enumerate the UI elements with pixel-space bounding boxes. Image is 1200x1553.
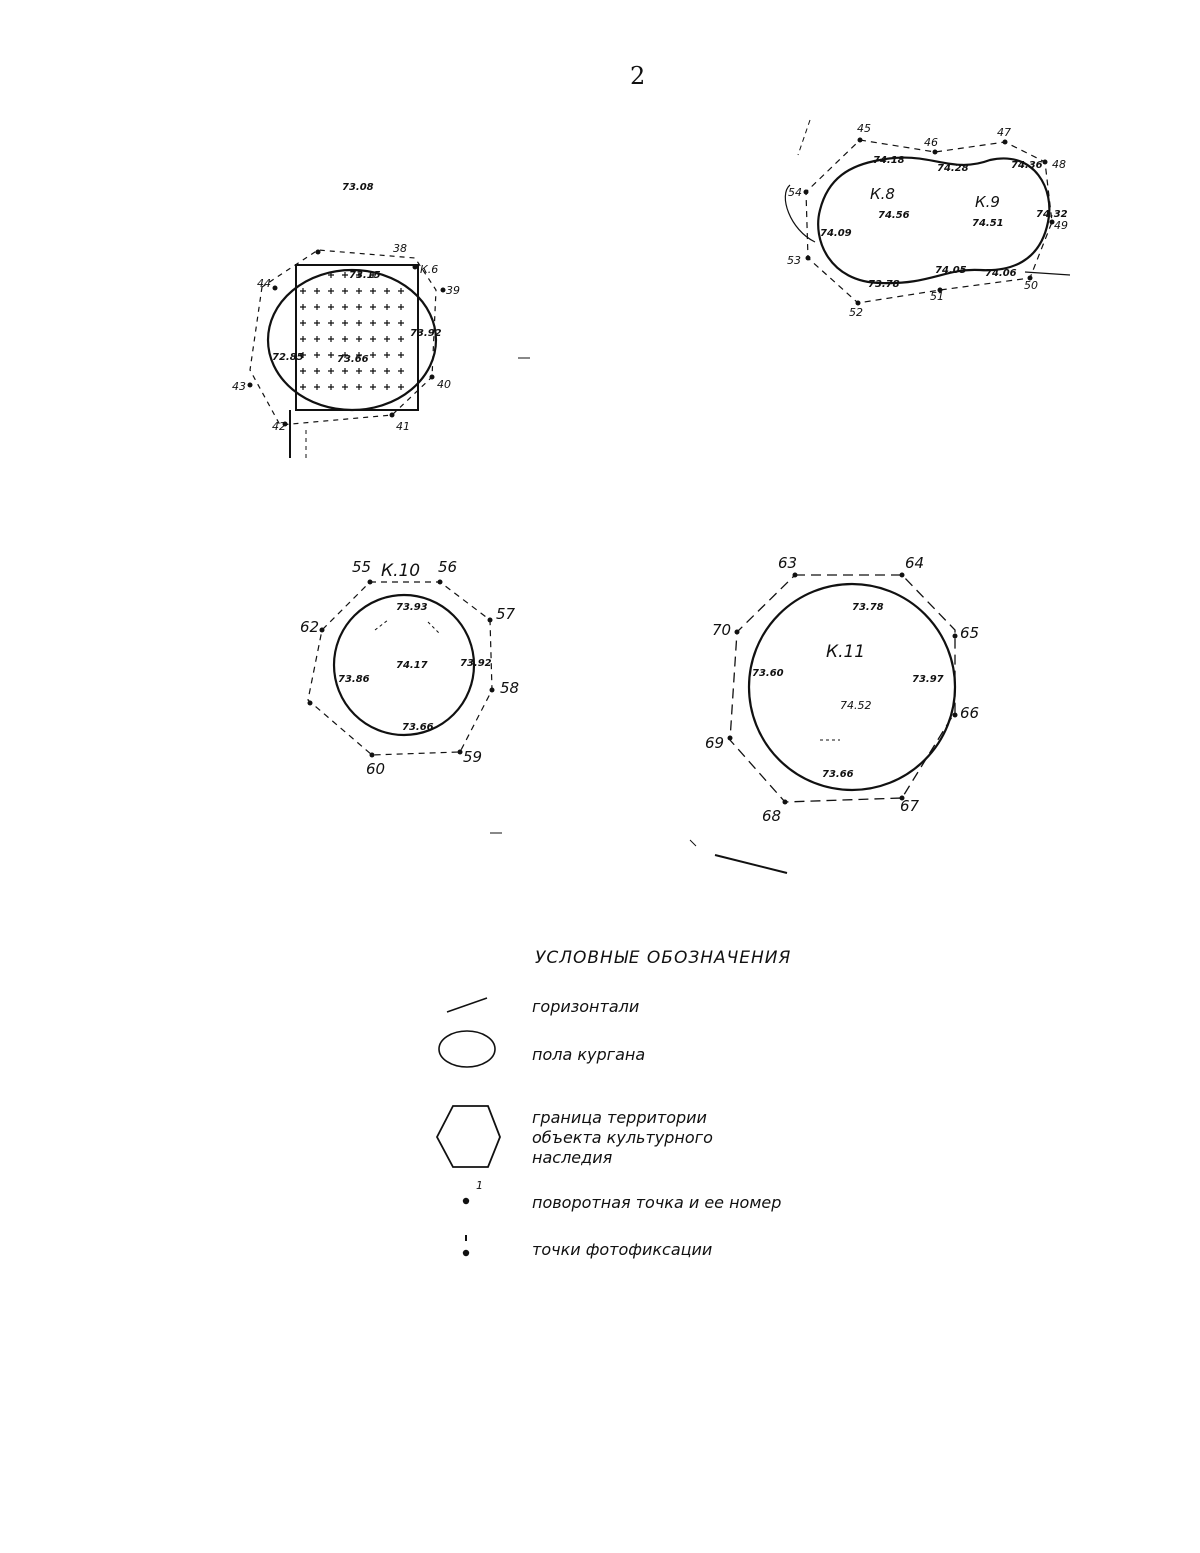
hatch-cross <box>314 384 320 390</box>
hatch-cross <box>356 384 362 390</box>
hatch-cross <box>342 336 348 342</box>
pt-62: 62 <box>300 618 320 636</box>
hatch-cross <box>370 336 376 342</box>
hatch-cross <box>384 304 390 310</box>
pt-69: 69 <box>705 734 725 752</box>
pt-56: 56 <box>438 558 458 576</box>
page-number: 2 <box>630 62 646 90</box>
hatch-cross <box>356 336 362 342</box>
pt-59: 59 <box>463 748 483 766</box>
boundary-k6 <box>250 250 439 425</box>
k89-edge-5: 74.09 <box>820 228 852 239</box>
pt-44: 44 <box>257 277 271 290</box>
mound-k6-outline <box>268 270 436 410</box>
hatch-cross <box>398 384 404 390</box>
k10-west-elev: 73.86 <box>338 674 370 685</box>
hatch-cross <box>398 336 404 342</box>
k6-center-elev: 73.66 <box>337 354 369 365</box>
k89-edge-2: 74.28 <box>937 163 969 174</box>
hatch-cross <box>300 368 306 374</box>
pt-43: 43 <box>232 380 246 393</box>
pt-41: 41 <box>396 420 410 433</box>
hatch-cross <box>342 320 348 326</box>
mound-k11-outline <box>749 584 955 790</box>
hexagon-icon <box>437 1106 500 1167</box>
pt-70: 70 <box>712 621 732 639</box>
k6-top-elev: 73.15 <box>349 270 381 281</box>
hatch-cross <box>384 336 390 342</box>
hatch-cross <box>342 272 348 278</box>
pt-47: 47 <box>997 126 1011 139</box>
k6-extra-elev: 73.08 <box>342 182 374 193</box>
hatch-cross <box>398 288 404 294</box>
hatch-cross <box>328 304 334 310</box>
hatch-cross <box>314 368 320 374</box>
pt-39: 39 <box>446 284 460 297</box>
pt-54: 54 <box>788 186 802 199</box>
hatch-cross <box>314 320 320 326</box>
k6-east-elev: 73.92 <box>410 328 442 339</box>
turning-point-icon <box>463 1198 469 1204</box>
hatch-cross <box>370 352 376 358</box>
hatch-cross <box>342 384 348 390</box>
hatch-cross <box>398 304 404 310</box>
mound-k10-group <box>308 582 502 833</box>
pt-40: 40 <box>437 378 451 391</box>
k11-top-elev: 73.78 <box>852 602 884 613</box>
hatch-cross <box>342 304 348 310</box>
pt-55: 55 <box>352 558 372 576</box>
hatch-cross <box>384 384 390 390</box>
contour-line-icon <box>447 998 487 1012</box>
pt-67: 67 <box>900 797 920 815</box>
hatch-cross <box>370 304 376 310</box>
pt-51: 51 <box>930 290 944 303</box>
k8-name: К.8 <box>870 185 895 203</box>
k11-name: К.11 <box>826 642 866 662</box>
hatch-cross <box>398 368 404 374</box>
legend-icons <box>437 998 500 1167</box>
turning-point-icon-label: 1 <box>476 1179 483 1192</box>
pt-48: 48 <box>1052 158 1066 171</box>
hatch-cross <box>356 288 362 294</box>
pt-49: 49 <box>1054 219 1068 232</box>
hatch-cross <box>328 320 334 326</box>
hatch-cross <box>342 368 348 374</box>
hatch-cross <box>314 336 320 342</box>
pt-57: 57 <box>496 605 516 623</box>
pt-68: 68 <box>762 807 782 825</box>
k89-edge-8: 74.06 <box>985 268 1017 279</box>
hatch-cross <box>384 320 390 326</box>
hatch-cross <box>314 304 320 310</box>
legend-text-contours: горизонтали <box>532 997 640 1016</box>
k10-bottom-elev: 73.66 <box>402 722 434 733</box>
hatch-cross <box>356 320 362 326</box>
hatch-cross <box>398 352 404 358</box>
hatch-cross <box>300 384 306 390</box>
k89-edge-3: 74.36 <box>1011 160 1043 171</box>
pt-45: 45 <box>857 122 871 135</box>
pt-53: 53 <box>787 254 801 267</box>
k10-top-elev: 73.93 <box>396 602 428 613</box>
hatch-cross <box>370 288 376 294</box>
hatch-cross <box>342 288 348 294</box>
k10-center-elev: 74.17 <box>396 660 428 671</box>
legend-text-turning-point: поворотная точка и ее номер <box>532 1193 782 1212</box>
pt-46: 46 <box>924 136 938 149</box>
hatch-cross <box>300 288 306 294</box>
mound-k11-group <box>690 575 955 873</box>
hatch-cross <box>314 288 320 294</box>
k11-center-elev: 74.52 <box>840 699 872 712</box>
boundary-k11 <box>730 575 955 802</box>
hatch-cross <box>328 368 334 374</box>
hatch-cross <box>384 288 390 294</box>
hatch-cross <box>300 320 306 326</box>
pt-42: 42 <box>272 420 286 433</box>
k89-edge-4: 74.32 <box>1036 209 1068 220</box>
hatch-cross <box>314 352 320 358</box>
hatch-cross <box>328 384 334 390</box>
pt-66: 66 <box>960 704 980 722</box>
hatch-cross <box>384 352 390 358</box>
excavation-square <box>296 265 418 410</box>
pt-38: 38 <box>393 242 407 255</box>
hatch-cross <box>384 368 390 374</box>
hatch-cross <box>398 320 404 326</box>
hatch-cross <box>370 320 376 326</box>
k9-elev: 74.51 <box>972 218 1004 229</box>
turning-points <box>248 138 1055 1257</box>
hatch-cross <box>328 352 334 358</box>
hatch-cross <box>300 304 306 310</box>
k89-edge-1: 74.18 <box>873 155 905 166</box>
pt-58: 58 <box>500 679 520 697</box>
legend-text-mound-floor: пола кургана <box>532 1045 646 1064</box>
mound-k8-k9-outline <box>818 158 1049 284</box>
k11-west-elev: 73.60 <box>752 668 784 679</box>
photo-point-icon <box>463 1250 469 1256</box>
pt-65: 65 <box>960 624 980 642</box>
pt-50: 50 <box>1024 279 1038 292</box>
legend-text-photo-points: точки фотофиксации <box>532 1240 713 1259</box>
k89-edge-6: 73.78 <box>868 279 900 290</box>
legend-title: УСЛОВНЫЕ ОБОЗНАЧЕНИЯ <box>535 948 792 968</box>
k11-east-elev: 73.97 <box>912 674 944 685</box>
k9-name: К.9 <box>975 193 1000 211</box>
hatch-cross <box>300 336 306 342</box>
pt-63: 63 <box>778 554 798 572</box>
pt-52: 52 <box>849 306 863 319</box>
pt-64: 64 <box>905 554 925 572</box>
hatch-cross <box>328 288 334 294</box>
hatch-cross <box>370 368 376 374</box>
hatch-cross <box>370 384 376 390</box>
hatch-cross <box>328 336 334 342</box>
k11-bottom-elev: 73.66 <box>822 769 854 780</box>
k10-east-elev: 73.92 <box>460 658 492 669</box>
k89-edge-7: 74.05 <box>935 265 967 276</box>
k6-west-elev: 72.85 <box>272 352 304 363</box>
legend-text-boundary: граница территории объекта культурного наследия <box>532 1108 713 1167</box>
ellipse-icon <box>439 1031 495 1067</box>
k10-name: К.10 <box>381 561 421 581</box>
k8-elev: 74.56 <box>878 210 910 221</box>
hatch-crosses <box>300 272 404 390</box>
pt-60: 60 <box>366 760 386 778</box>
hatch-cross <box>356 304 362 310</box>
hatch-cross <box>356 368 362 374</box>
k6-name: К.6 <box>420 263 439 276</box>
